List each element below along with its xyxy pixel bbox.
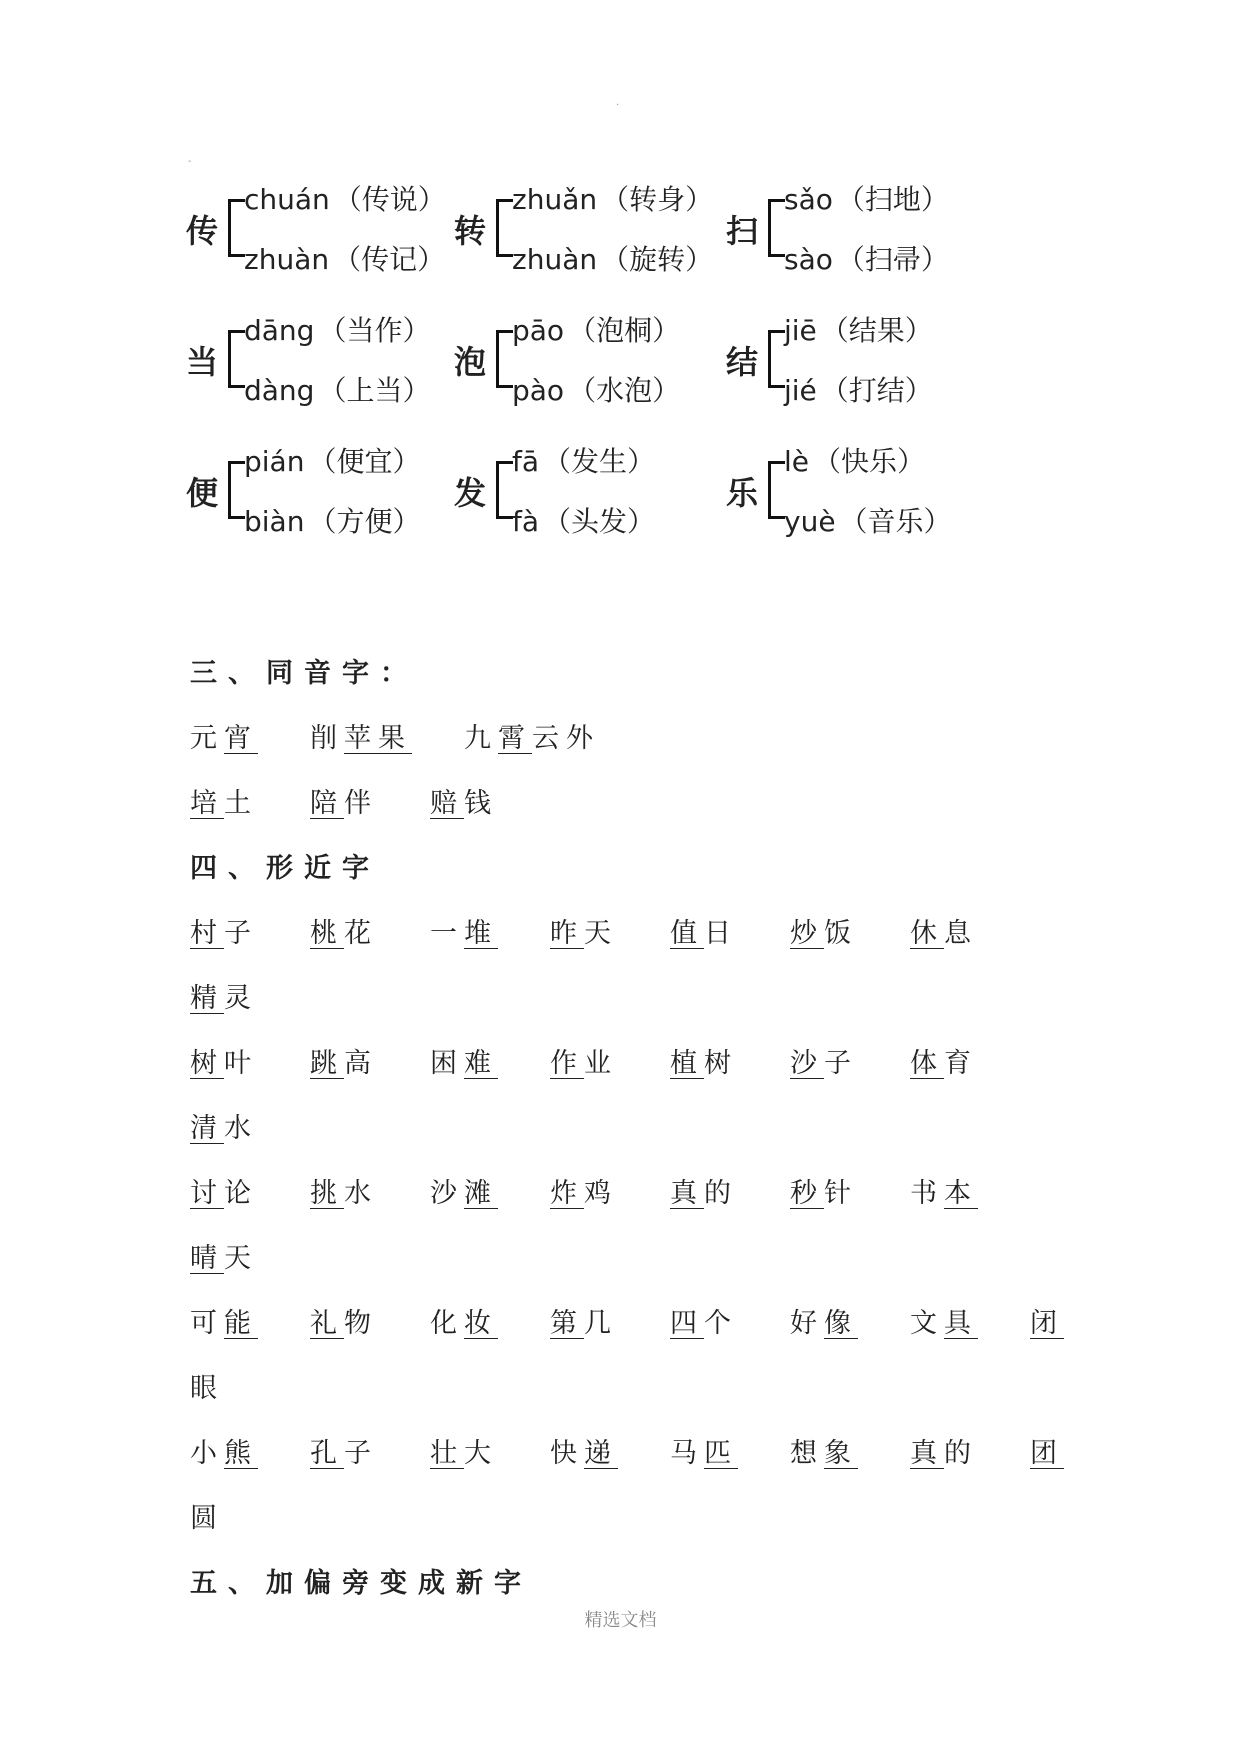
word-part: 天: [224, 1243, 258, 1274]
word-line: [190, 715, 1070, 780]
word: [464, 715, 600, 763]
decor-dot: ·: [616, 100, 620, 111]
word: [670, 1170, 738, 1218]
underlined-char: 熊: [224, 1438, 258, 1469]
underlined-char: 晴: [190, 1243, 224, 1274]
word-part: 几: [584, 1308, 618, 1339]
word: [790, 1040, 858, 1088]
word-part: 论: [224, 1178, 258, 1209]
pinyin: pián: [244, 445, 305, 478]
pinyin: sào: [784, 243, 833, 276]
polyphonic-entry: [186, 309, 456, 407]
word: [190, 780, 258, 828]
bracket: [228, 199, 245, 257]
underlined-char: 昨: [550, 918, 584, 949]
reading: [784, 369, 985, 409]
word-part: 马: [670, 1438, 704, 1469]
example-word: （打结）: [820, 374, 933, 407]
word-line: [190, 1170, 1070, 1235]
word-part: 饭: [824, 918, 858, 949]
word: [430, 1430, 498, 1478]
word: [790, 1170, 858, 1218]
word-part: 钱: [464, 788, 498, 819]
word-part: 好: [790, 1308, 824, 1339]
word: [190, 1235, 258, 1283]
word-part: 想: [790, 1438, 824, 1469]
word-line: [190, 1300, 1070, 1365]
underlined-char: 真: [670, 1178, 704, 1209]
underlined-char: 苹果: [344, 723, 412, 754]
word-line: [190, 910, 1070, 975]
word-part: 可: [190, 1308, 224, 1339]
word: [430, 1300, 498, 1348]
word-part: 天: [584, 918, 618, 949]
polyphonic-entry: [726, 440, 996, 538]
reading: [512, 309, 732, 349]
bracket: [496, 330, 513, 388]
word: [310, 1170, 378, 1218]
reading: [512, 369, 732, 409]
reading: [244, 500, 472, 540]
underlined-char: 沙: [790, 1048, 824, 1079]
underlined-char: 桃: [310, 918, 344, 949]
reading: [512, 500, 707, 540]
word: [190, 910, 258, 958]
polyphonic-table: [186, 178, 1006, 571]
word-part: 削: [310, 723, 344, 754]
polyphonic-row: [186, 178, 1006, 309]
word-line: [190, 1430, 1070, 1495]
reading: [244, 309, 482, 349]
underlined-char: 跳: [310, 1048, 344, 1079]
word-part: 伴: [344, 788, 378, 819]
underlined-char: 植: [670, 1048, 704, 1079]
pinyin: jiē: [784, 314, 817, 347]
underlined-char: 清: [190, 1113, 224, 1144]
pinyin: yuè: [784, 505, 836, 538]
word: [430, 1170, 498, 1218]
word: [310, 1300, 378, 1348]
bracket: [496, 199, 513, 257]
word: [190, 1365, 224, 1413]
polyphonic-char: 结: [726, 343, 759, 381]
pinyin: chuán: [244, 183, 330, 216]
underlined-char: 本: [944, 1178, 978, 1209]
reading: [244, 369, 482, 409]
word: [670, 910, 738, 958]
word-part: 的: [704, 1178, 738, 1209]
underlined-char: 霄: [498, 723, 532, 754]
underlined-char: 宵: [224, 723, 258, 754]
pinyin: pāo: [512, 314, 565, 347]
example-word: （扫地）: [836, 183, 949, 216]
word-part: 元: [190, 723, 224, 754]
underlined-char: 匹: [704, 1438, 738, 1469]
example-word: （旋转）: [601, 243, 714, 276]
word-line: [190, 1040, 1070, 1105]
underlined-char: 具: [944, 1308, 978, 1339]
word: [310, 1430, 378, 1478]
word-line: [190, 975, 1070, 1040]
word: [670, 1040, 738, 1088]
polyphonic-char: 转: [454, 212, 487, 250]
word-part: 小: [190, 1438, 224, 1469]
underlined-char: 秒: [790, 1178, 824, 1209]
reading: [784, 440, 977, 480]
example-word: （发生）: [543, 445, 656, 478]
word-part: 沙: [430, 1178, 464, 1209]
underlined-char: 像: [824, 1308, 858, 1339]
reading: [244, 440, 472, 480]
decor-dot: -: [188, 156, 192, 167]
word-part: 水: [344, 1178, 378, 1209]
word: [910, 1170, 978, 1218]
word: [190, 1495, 224, 1543]
polyphonic-row: [186, 309, 1006, 440]
word-line: [190, 1365, 1070, 1430]
word-part: 花: [344, 918, 378, 949]
example-word: （传说）: [333, 183, 446, 216]
word: [310, 1040, 378, 1088]
example-word: （扫帚）: [836, 243, 949, 276]
word-line: [190, 1235, 1070, 1300]
word-part: 个: [704, 1308, 738, 1339]
example-word: （便宜）: [308, 445, 421, 478]
polyphonic-entry: [726, 178, 996, 276]
word: [190, 715, 258, 763]
word-part: 眼: [190, 1373, 224, 1404]
word: [790, 910, 858, 958]
pinyin: jié: [784, 374, 817, 407]
underlined-char: 炒: [790, 918, 824, 949]
polyphonic-entry: [726, 309, 996, 407]
word-part: 云外: [532, 723, 600, 754]
pinyin: sǎo: [784, 183, 833, 216]
section-heading: 五、加偏旁变成新字: [190, 1568, 532, 1599]
example-word: （快乐）: [813, 445, 926, 478]
reading: [784, 238, 1001, 278]
example-word: （当作）: [318, 314, 431, 347]
page-footer: 精选文档: [584, 1610, 657, 1631]
polyphonic-entry: [186, 440, 456, 538]
word: [190, 1300, 258, 1348]
underlined-char: 树: [190, 1048, 224, 1079]
example-word: （方便）: [308, 505, 421, 538]
word: [190, 1170, 258, 1218]
example-word: （传记）: [333, 243, 446, 276]
example-word: （水泡）: [568, 374, 681, 407]
underlined-char: 壮: [430, 1438, 464, 1469]
pinyin: dàng: [244, 374, 315, 407]
polyphonic-char: 乐: [726, 474, 759, 512]
word: [550, 910, 618, 958]
pinyin: lè: [784, 445, 810, 478]
word: [670, 1430, 738, 1478]
polyphonic-char: 扫: [726, 212, 759, 250]
example-word: （泡桐）: [568, 314, 681, 347]
word: [790, 1300, 858, 1348]
word-part: 物: [344, 1308, 378, 1339]
polyphonic-entry: [186, 178, 456, 276]
section-heading: 四、形近字: [190, 853, 380, 884]
exercise-lines: [190, 650, 1070, 1625]
word: [190, 975, 258, 1023]
example-word: （音乐）: [839, 505, 952, 538]
underlined-char: 讨: [190, 1178, 224, 1209]
underlined-char: 能: [224, 1308, 258, 1339]
bracket: [228, 461, 245, 519]
underlined-char: 挑: [310, 1178, 344, 1209]
pinyin: pào: [512, 374, 565, 407]
pinyin: zhuàn: [512, 243, 598, 276]
bracket: [768, 199, 785, 257]
polyphonic-entry: [454, 309, 724, 407]
word: [190, 1430, 258, 1478]
word: [190, 1105, 258, 1153]
word: [550, 1040, 618, 1088]
underlined-char: 培: [190, 788, 224, 819]
word: [550, 1170, 618, 1218]
word: [910, 1040, 978, 1088]
word-part: 大: [464, 1438, 498, 1469]
underlined-char: 堆: [464, 918, 498, 949]
example-word: （头发）: [543, 505, 656, 538]
underlined-char: 四: [670, 1308, 704, 1339]
word-part: 的: [944, 1438, 978, 1469]
underlined-char: 闭: [1030, 1308, 1064, 1339]
underlined-char: 陪: [310, 788, 344, 819]
pinyin: zhuǎn: [512, 183, 598, 216]
word: [910, 910, 978, 958]
underlined-char: 赔: [430, 788, 464, 819]
pinyin: fā: [512, 445, 540, 478]
word-part: 子: [224, 918, 258, 949]
word-part: 快: [550, 1438, 584, 1469]
word: [310, 715, 412, 763]
polyphonic-char: 发: [454, 474, 487, 512]
word-part: 高: [344, 1048, 378, 1079]
underlined-char: 第: [550, 1308, 584, 1339]
word-part: 水: [224, 1113, 258, 1144]
section-heading: 三、同音字：: [190, 658, 418, 689]
reading: [512, 440, 707, 480]
word-part: 子: [344, 1438, 378, 1469]
underlined-char: 值: [670, 918, 704, 949]
word-part: 书: [910, 1178, 944, 1209]
word-part: 一: [430, 918, 464, 949]
word: [430, 1040, 498, 1088]
word: [430, 910, 498, 958]
word-part: 化: [430, 1308, 464, 1339]
underlined-char: 礼: [310, 1308, 344, 1339]
word-part: 文: [910, 1308, 944, 1339]
word-part: 九: [464, 723, 498, 754]
polyphonic-char: 便: [186, 474, 219, 512]
word: [1030, 1300, 1064, 1348]
word: [790, 1430, 858, 1478]
word: [310, 910, 378, 958]
underlined-char: 难: [464, 1048, 498, 1079]
word-part: 圆: [190, 1503, 224, 1534]
reading: [784, 178, 1001, 218]
reading: [784, 500, 1004, 540]
word: [190, 1040, 258, 1088]
example-word: （结果）: [820, 314, 933, 347]
word: [430, 780, 498, 828]
word-line: [190, 780, 1070, 845]
reading: [784, 309, 985, 349]
underlined-char: 体: [910, 1048, 944, 1079]
underlined-char: 村: [190, 918, 224, 949]
word-part: 灵: [224, 983, 258, 1014]
word: [310, 780, 378, 828]
word-part: 业: [584, 1048, 618, 1079]
word-part: 树: [704, 1048, 738, 1079]
underlined-char: 团: [1030, 1438, 1064, 1469]
word-part: 针: [824, 1178, 858, 1209]
underlined-char: 休: [910, 918, 944, 949]
polyphonic-entry: [454, 440, 724, 538]
bracket: [496, 461, 513, 519]
polyphonic-row: [186, 440, 1006, 571]
example-word: （上当）: [318, 374, 431, 407]
bracket: [768, 461, 785, 519]
word-part: 育: [944, 1048, 978, 1079]
word: [1030, 1430, 1064, 1478]
pinyin: fà: [512, 505, 540, 538]
word-part: 日: [704, 918, 738, 949]
word: [550, 1300, 618, 1348]
polyphonic-char: 当: [186, 343, 219, 381]
polyphonic-entry: [454, 178, 724, 276]
polyphonic-char: 泡: [454, 343, 487, 381]
underlined-char: 滩: [464, 1178, 498, 1209]
example-word: （转身）: [601, 183, 714, 216]
bracket: [228, 330, 245, 388]
word: [910, 1300, 978, 1348]
underlined-char: 精: [190, 983, 224, 1014]
pinyin: biàn: [244, 505, 305, 538]
word: [910, 1430, 978, 1478]
pinyin: dāng: [244, 314, 315, 347]
bracket: [768, 330, 785, 388]
underlined-char: 象: [824, 1438, 858, 1469]
word: [670, 1300, 738, 1348]
underlined-char: 炸: [550, 1178, 584, 1209]
underlined-char: 孔: [310, 1438, 344, 1469]
word-part: 鸡: [584, 1178, 618, 1209]
word-part: 子: [824, 1048, 858, 1079]
word-line: [190, 1105, 1070, 1170]
polyphonic-char: 传: [186, 212, 219, 250]
word-part: 叶: [224, 1048, 258, 1079]
word-part: 困: [430, 1048, 464, 1079]
pinyin: zhuàn: [244, 243, 330, 276]
word-part: 土: [224, 788, 258, 819]
word: [550, 1430, 618, 1478]
underlined-char: 作: [550, 1048, 584, 1079]
word-part: 息: [944, 918, 978, 949]
underlined-char: 递: [584, 1438, 618, 1469]
underlined-char: 真: [910, 1438, 944, 1469]
underlined-char: 妆: [464, 1308, 498, 1339]
word-line: [190, 1495, 1070, 1560]
